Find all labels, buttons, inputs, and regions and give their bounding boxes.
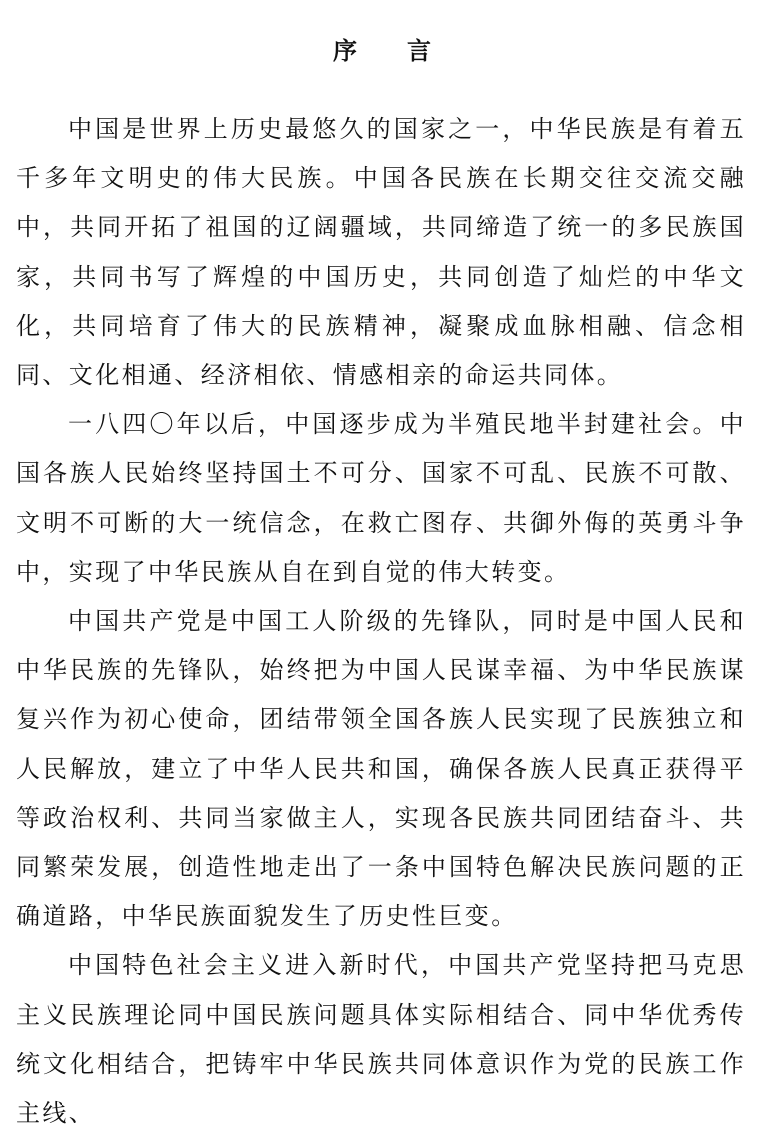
paragraph-2: 一八四〇年以后，中国逐步成为半殖民地半封建社会。中国各族人民始终坚持国土不可分、国家不可乱、民族不可散、文明不可断的大一统信念，在救亡图存、共御外侮的英勇斗争中，实现了中华民族从自在到自觉的伟大转变。 [16, 410, 746, 586]
document-title: 序言 [333, 36, 481, 65]
paragraph-3: 中国共产党是中国工人阶级的先锋队，同时是中国人民和中华民族的先锋队，始终把为中国人民谋幸福、为中华民族谋复兴作为初心使命，团结带领全国各族人民实现了民族独立和人民解放，建立了中华人民共和国，确保各族人民真正获得平等政治权利、共同当家做主人，实现各民族共同团结奋斗、共同繁荣发展，创造性地走出了一条中国特色解决民族问题的正确道路，中华民族面貌发生了历史性巨变。 [16, 607, 746, 931]
paragraph-4: 中国特色社会主义进入新时代，中国共产党坚持把马克思主义民族理论同中国民族问题具体实际相结合、同中华优秀传统文化相结合，把铸牢中华民族共同体意识作为党的民族工作主线、 [16, 951, 746, 1128]
paragraph-1: 中国是世界上历史最悠久的国家之一，中华民族是有着五千多年文明史的伟大民族。中国各民族在长期交往交流交融中，共同开拓了祖国的辽阔疆域，共同缔造了统一的多民族国家，共同书写了辉煌的中国历史，共同创造了灿烂的中华文化，共同培育了伟大的民族精神，凝聚成血脉相融、信念相同、文化相通、经济相依、情感相亲的命运共同体。 [16, 115, 746, 390]
document-body [16, 105, 746, 1138]
